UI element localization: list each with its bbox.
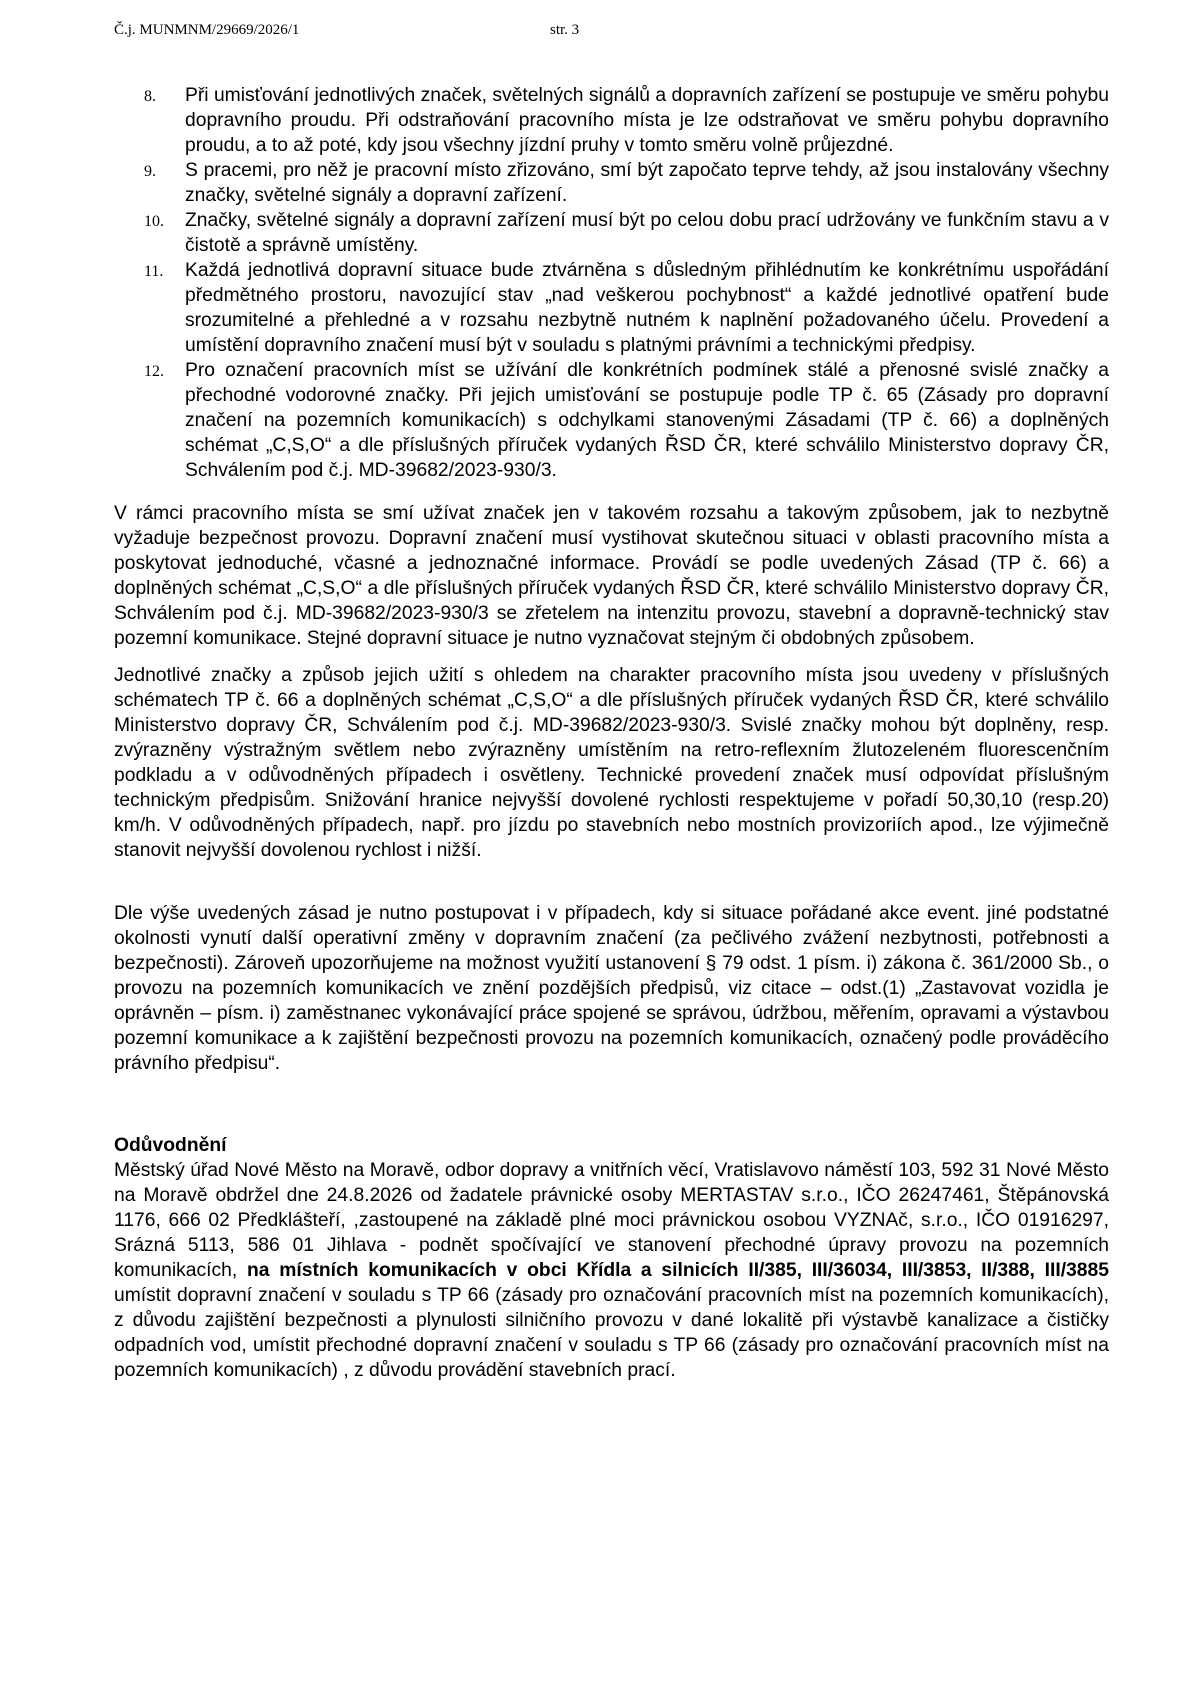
paragraph-signage-scope: V rámci pracovního místa se smí užívat značek jen v takovém rozsahu a takovým způsobem, jak to nezbytně vyžaduje bezpečnost provozu. Dopravní značení musí vystihovat skutečnou situaci v oblasti pracovního místa a poskytovat jednoduché, včasné a jednoznačné informace. Provádí se podle uvedených Zásad (TP č. 66) a doplněných schémat „C,S,O“ a dle příslušných příruček vydaných ŘSD ČR, které schválilo Ministerstvo dopravy ČR, Schválením pod č.j. MD-39682/2023-930/3 se zřetelem na intenzitu provozu, stavební a dopravně-technický stav pozemní komunikace. Stejné dopravní situace je nutno vyznačovat stejným či obdobných způsobem. [114,503,1109,649]
paragraph-operational-changes: Dle výše uvedených zásad je nutno postupovat i v případech, kdy si situace pořádané akce event. jiné podstatné okolnosti vynutí další operativní změny v dopravním značení (za pečlivého zvážení nezbytnosti, potřebnosti a bezpečnosti). Zároveň upozorňujeme na možnost využití ustanovení § 79 odst. 1 písm. i) zákona č. 361/2000 Sb., o provozu na pozemních komunikacích ve znění pozdějších předpisů, viz citace – odst.(1) „Zastavovat vozidla je oprávněn – písm. i) zaměstnanec vykonávající práce spojené se správou, údržbou, měřením, opravami a výstavbou pozemní komunikace a k zajištění bezpečnosti provozu na pozemních komunikacích, označený podle prováděcího právního předpisu“. [114,903,1109,1074]
list-item-text: Pro označení pracovních míst se užívání dle konkrétních podmínek stálé a přenosné svislé značky a přechodné vodorovné značky. Při jejich umisťování se postupuje podle TP č. 65 (Zásady pro dopravní značení na pozemních komunikacích) s odchylkami stanovenými Zásadami (TP č. 66) a doplněných schémat „C,S,O“ a dle příslušných příruček vydaných ŘSD ČR, které schválilo Ministerstvo dopravy ČR, Schválením pod č.j. MD-39682/2023-930/3. [185,360,1109,481]
list-item-number: 10. [144,213,164,230]
justification-location: na místních komunikacích v obci Křídla a silnicích II/385, III/36034, III/3853, II/388, III/3885 [247,1260,1109,1281]
list-item-number: 11. [144,263,164,280]
paragraph-sign-usage: Jednotlivé značky a způsob jejich užití s ohledem na charakter pracovního místa jsou uvedeny v příslušných schématech TP č. 66 a doplněných schémat „C,S,O“ a dle příslušných příruček vydaných ŘSD ČR, které schválilo Ministerstvo dopravy ČR, Schválením pod č.j. MD-39682/2023-930/3. Svislé značky mohou být doplněny, resp. zvýrazněny výstražným světlem nebo zvýrazněny umístěním na retro-reflexním žlutozeleném fluorescenčním podkladu a v odůvodněných případech i osvětleny. Technické provedení značek musí odpovídat příslušným technickým předpisům. Snižování hranice nejvyšší dovolené rychlosti respektujeme v pořadí 50,30,10 (resp.20) km/h. V odůvodněných případech, např. pro jízdu po stavebních nebo mostních provizoriích apod., lze výjimečně stanovit nejvyšší dovolenou rychlost i nižší. [114,665,1109,861]
list-item [114,258,1109,358]
list-item [114,83,1109,158]
reference-number: Č.j. MUNMNM/29669/2026/1 [114,22,300,38]
page-number: str. 3 [550,22,580,38]
justification-text-end: umístit dopravní značení v souladu s TP 66 (zásady pro označování pracovních míst na pozemních komunikacích), z důvodu zajištění bezpečnosti a plynulosti silničního provozu v dané lokalitě při výstavbě kanalizace a čističky odpadních vod, umístit přechodné dopravní značení v souladu s TP 66 (zásady pro označování pracovních míst na pozemních komunikacích) , z důvodu provádění stavebních prací. [114,1285,1109,1381]
document-body [114,83,1109,1383]
list-item-text: Při umisťování jednotlivých značek, světelných signálů a dopravních zařízení se postupuje ve směru pohybu dopravního proudu. Při odstraňování pracovního místa je lze odstraňovat ve směru pohybu dopravního proudu, a to až poté, kdy jsou všechny jízdní pruhy v tomto směru volně průjezdné. [185,85,1109,156]
list-item-text: S pracemi, pro něž je pracovní místo zřizováno, smí být započato teprve tehdy, až jsou instalovány všechny značky, světelné signály a dopravní zařízení. [185,160,1109,206]
paragraph-justification [114,1158,1109,1383]
list-item [114,358,1109,483]
rules-list [114,83,1109,483]
list-item [114,158,1109,208]
list-item-number: 8. [144,88,156,105]
list-item-number: 12. [144,363,164,380]
list-item-text: Značky, světelné signály a dopravní zařízení musí být po celou dobu prací udržovány ve funkčním stavu a v čistotě a správně umístěny. [185,210,1109,256]
section-heading: Odůvodnění [114,1135,227,1156]
list-item [114,208,1109,258]
list-item-text: Každá jednotlivá dopravní situace bude ztvárněna s důsledným přihlédnutím ke konkrétnímu uspořádání předmětného prostoru, navozující stav „nad veškerou pochybnost“ a každé jednotlivé opatření bude srozumitelné a přehledné a v rozsahu nezbytně nutném k naplnění požadovaného účelu. Provedení a umístění dopravního značení musí být v souladu s platnými právními a technickými předpisy. [185,260,1109,356]
justification-text-start: Městský úřad Nové Město na Moravě, odbor dopravy a vnitřních věcí, Vratislavovo náměstí 103, 592 31 Nové Město na Moravě obdržel dne 24.8.2026 od žadatele právnické osoby MERTASTAV s.r.o., IČO 26247461, Štěpánovská 1176, 666 02 Předklášteří, ,zastoupené na základě plné moci právnickou osobou VYZNAč, s.r.o., IČO 01916297, Srázná 5113, 586 01 Jihlava - podnět spočívající ve stanovení přechodné úpravy provozu na pozemních komunikacích, [114,1160,1109,1281]
list-item-number: 9. [144,163,156,180]
